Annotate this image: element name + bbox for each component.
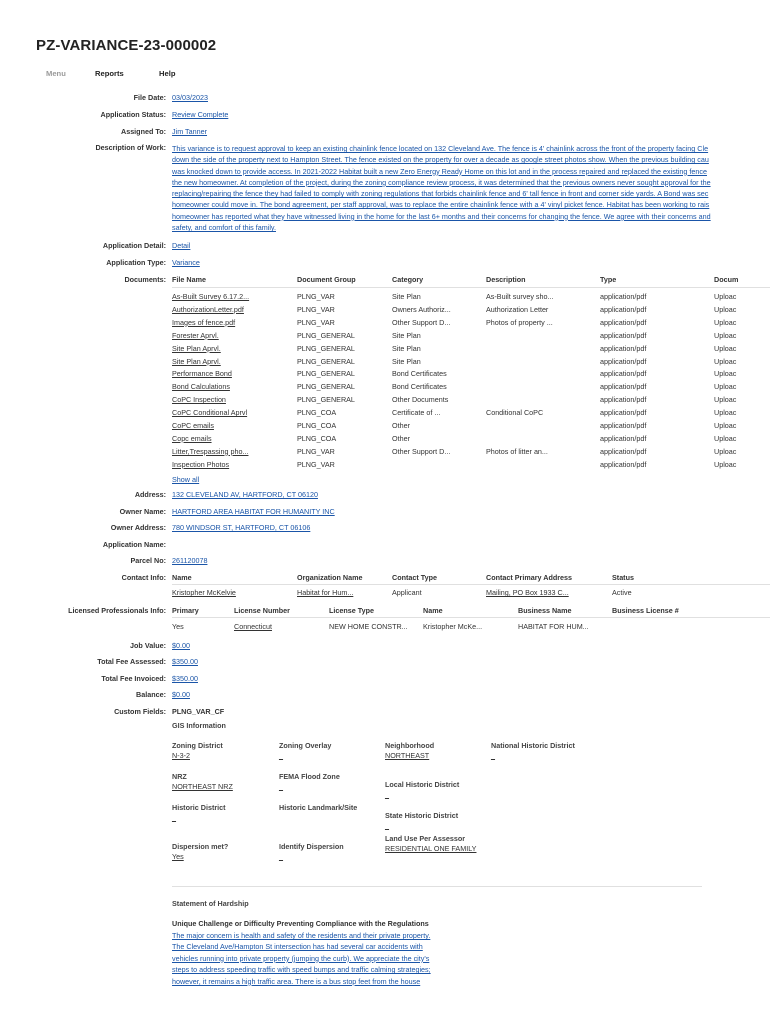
license-name: Kristopher McKe... bbox=[423, 622, 483, 631]
document-cell: Uploac bbox=[714, 433, 737, 443]
application-name-label: Application Name: bbox=[102, 540, 166, 549]
document-cell: As-Built survey sho... bbox=[486, 292, 554, 301]
document-file-link[interactable]: As-Built Survey 6.17.2... bbox=[172, 292, 250, 301]
state-historic-label: State Historic District bbox=[385, 811, 459, 820]
document-file-link[interactable]: Copc emails bbox=[172, 433, 212, 443]
licensed-label: Licensed Professionals Info: bbox=[68, 606, 166, 615]
document-cell: PLNG_VAR bbox=[297, 304, 335, 314]
documents-label: Documents: bbox=[124, 275, 166, 284]
hardship-line: The major concern is health and safety of the residents and their private property. bbox=[172, 931, 431, 940]
hardship-heading: Statement of Hardship bbox=[172, 899, 249, 908]
document-file-link[interactable]: Bond Calculations bbox=[172, 382, 230, 392]
parcel-label: Parcel No: bbox=[130, 556, 166, 565]
document-cell: Site Plan bbox=[392, 343, 421, 353]
status-label: Application Status: bbox=[100, 110, 166, 119]
document-cell: application/pdf bbox=[600, 395, 647, 405]
historic-landmark-label: Historic Landmark/Site bbox=[279, 803, 358, 812]
land-use-link[interactable]: RESIDENTIAL ONE FAMILY bbox=[385, 844, 477, 853]
national-historic-link[interactable]: _ bbox=[491, 751, 495, 760]
document-file-link[interactable]: Litter,Trespassing pho... bbox=[172, 446, 249, 456]
contact-type: Applicant bbox=[392, 588, 422, 597]
document-cell: Uploac bbox=[714, 304, 737, 314]
detail-link[interactable]: Detail bbox=[172, 241, 191, 250]
zoning-district-link[interactable]: N-3-2 bbox=[172, 751, 190, 760]
document-cell: Other Support D... bbox=[392, 317, 451, 327]
fee-assessed-label: Total Fee Assessed: bbox=[97, 657, 166, 666]
document-cell: Bond Certificates bbox=[392, 382, 447, 392]
nrz-label: NRZ bbox=[172, 772, 187, 781]
document-cell: Site Plan bbox=[392, 356, 421, 366]
document-cell: PLNG_GENERAL bbox=[297, 330, 355, 340]
assigned-link[interactable]: Jim Tanner bbox=[172, 127, 208, 136]
document-file-link[interactable]: Performance Bond bbox=[172, 369, 232, 379]
neighborhood-link[interactable]: NORTHEAST bbox=[385, 751, 430, 760]
document-cell: Uploac bbox=[714, 292, 737, 301]
document-file-link[interactable]: Forester Aprvl. bbox=[172, 330, 219, 340]
document-cell: PLNG_GENERAL bbox=[297, 356, 355, 366]
license-col-number[interactable]: License Number bbox=[234, 606, 290, 615]
hardship-line: The Cleveland Ave/Hampton St intersection has had several car accidents with bbox=[172, 942, 423, 952]
document-cell: application/pdf bbox=[600, 446, 647, 456]
document-cell: PLNG_GENERAL bbox=[297, 382, 355, 392]
license-col-primary[interactable]: Primary bbox=[172, 606, 199, 615]
type-link[interactable]: Variance bbox=[172, 258, 200, 267]
identify-dispersion-link[interactable]: _ bbox=[279, 852, 283, 861]
hardship-line: however, it remains a high traffic area. There is a bus stop feet from the house bbox=[172, 976, 421, 986]
status-link[interactable]: Review Complete bbox=[172, 110, 229, 119]
document-cell: Uploac bbox=[714, 382, 737, 392]
contact-col-address[interactable]: Contact Primary Address bbox=[486, 573, 573, 582]
fee-invoiced-label: Total Fee Invoiced: bbox=[101, 674, 166, 683]
document-cell: PLNG_COA bbox=[297, 433, 337, 443]
owner-name-link[interactable]: HARTFORD AREA HABITAT FOR HUMANITY INC bbox=[172, 507, 335, 516]
document-file-link[interactable]: Images of fence.pdf bbox=[172, 317, 236, 327]
zoning-overlay-link[interactable]: _ bbox=[279, 751, 283, 760]
land-use-label: Land Use Per Assessor bbox=[385, 834, 466, 843]
detail-label: Application Detail: bbox=[102, 241, 166, 250]
document-cell: PLNG_VAR bbox=[297, 459, 335, 469]
document-cell: PLNG_COA bbox=[297, 421, 337, 430]
local-historic-label: Local Historic District bbox=[385, 780, 460, 789]
document-cell: Uploac bbox=[714, 343, 737, 353]
address-label: Address: bbox=[134, 490, 166, 499]
balance-link[interactable]: $0.00 bbox=[172, 690, 190, 699]
historic-district-label: Historic District bbox=[172, 803, 226, 812]
historic-district-link[interactable]: _ bbox=[172, 813, 176, 822]
document-cell: application/pdf bbox=[600, 421, 647, 430]
type-label: Application Type: bbox=[106, 258, 166, 267]
document-file-link[interactable]: Site Plan Aprvl. bbox=[172, 356, 221, 366]
custom-fields-value: PLNG_VAR_CF bbox=[172, 707, 225, 716]
hardship-subheading: Unique Challenge or Difficulty Preventing Compliance with the Regulations bbox=[172, 919, 429, 928]
document-file-link[interactable]: Inspection Photos bbox=[172, 459, 230, 469]
description-line: homeowner could move in. The bond agreement, per staff approval, was to replace the entire chainlink fence with a 4' vinyl picket fence. Habitat has been working to rais bbox=[172, 200, 710, 210]
documents-divider bbox=[172, 287, 770, 288]
col-document-group[interactable]: Document Group bbox=[297, 275, 356, 284]
custom-fields-label: Custom Fields: bbox=[114, 707, 166, 716]
col-file-name[interactable]: File Name bbox=[172, 275, 206, 284]
description-line: This variance is to request approval to keep an existing chainlink fence located on 132 Cleveland Ave. The fence is 4' chainlink across the front of the property facing Cle bbox=[172, 144, 709, 153]
page-title: PZ-VARIANCE-23-000002 bbox=[36, 37, 217, 54]
col-type[interactable]: Type bbox=[600, 275, 617, 284]
description-line: the new homeowner. At completion of the project, during the zoning compliance review process, it was determined that the previous owners never sought approval for the bbox=[172, 177, 711, 187]
document-cell: Certificate of ... bbox=[392, 408, 441, 418]
document-cell: application/pdf bbox=[600, 369, 647, 379]
document-cell: Uploac bbox=[714, 356, 737, 366]
contact-org-link[interactable]: Habitat for Hum... bbox=[297, 588, 354, 597]
contact-label: Contact Info: bbox=[121, 573, 166, 582]
file-date-link[interactable]: 03/03/2023 bbox=[172, 93, 208, 102]
zoning-overlay-label: Zoning Overlay bbox=[279, 741, 332, 750]
top-menu bbox=[0, 69, 770, 81]
license-primary: Yes bbox=[172, 622, 184, 631]
neighborhood-label: Neighborhood bbox=[385, 741, 435, 750]
license-col-name[interactable]: Name bbox=[423, 606, 443, 615]
document-cell: PLNG_GENERAL bbox=[297, 395, 355, 405]
owner-address-label: Owner Address: bbox=[110, 523, 166, 532]
fema-link[interactable]: _ bbox=[279, 782, 283, 791]
document-cell: Uploac bbox=[714, 446, 737, 456]
contact-col-org[interactable]: Organization Name bbox=[297, 573, 363, 582]
document-cell: application/pdf bbox=[600, 292, 647, 301]
description-label: Description of Work: bbox=[95, 143, 166, 152]
col-document-status[interactable]: Docum bbox=[714, 275, 739, 284]
document-cell: Other Documents bbox=[392, 395, 449, 405]
contact-col-status[interactable]: Status bbox=[612, 573, 634, 582]
license-type: NEW HOME CONSTR... bbox=[329, 622, 408, 631]
identify-dispersion-label: Identify Dispersion bbox=[279, 842, 344, 851]
assigned-label: Assigned To: bbox=[121, 127, 166, 136]
job-value-label: Job Value: bbox=[130, 641, 166, 650]
document-cell: Owners Authoriz... bbox=[392, 304, 451, 314]
show-all-link[interactable]: Show all bbox=[172, 475, 200, 484]
balance-label: Balance: bbox=[136, 690, 166, 699]
col-description[interactable]: Description bbox=[486, 275, 526, 284]
contact-status: Active bbox=[612, 588, 632, 597]
document-cell: PLNG_GENERAL bbox=[297, 343, 355, 353]
state-historic-link[interactable]: _ bbox=[385, 821, 389, 830]
document-cell: Uploac bbox=[714, 421, 737, 430]
document-cell: Photos of litter an... bbox=[486, 446, 548, 456]
zoning-district-label: Zoning District bbox=[172, 741, 223, 750]
fee-invoiced-link[interactable]: $350.00 bbox=[172, 674, 198, 683]
license-col-business[interactable]: Business Name bbox=[518, 606, 572, 615]
document-cell: Other Support D... bbox=[392, 446, 451, 456]
nrz-link[interactable]: NORTHEAST NRZ bbox=[172, 782, 233, 791]
document-cell: application/pdf bbox=[600, 459, 647, 469]
hardship-line: vehicles running into private property (jumping the curb). We appreciate the city's bbox=[172, 953, 430, 963]
menu-item-menu[interactable]: Menu bbox=[46, 69, 66, 78]
description-line: was knocked down to provide access. In 2021-2022 Habitat built a new Zero Energy Ready Home on this lot and in the process repaired and replaced the existing fence bbox=[172, 166, 707, 176]
document-cell: application/pdf bbox=[600, 330, 647, 340]
document-cell: Uploac bbox=[714, 459, 737, 469]
document-file-link[interactable]: CoPC emails bbox=[172, 421, 214, 430]
license-business: HABITAT FOR HUM... bbox=[518, 622, 589, 631]
gis-heading: GIS Information bbox=[172, 721, 226, 730]
national-historic-label: National Historic District bbox=[491, 741, 575, 750]
document-file-link[interactable]: CoPC Inspection bbox=[172, 395, 226, 405]
contact-col-type[interactable]: Contact Type bbox=[392, 573, 437, 582]
contact-name-link[interactable]: Kristopher McKelvie bbox=[172, 588, 236, 597]
document-cell: application/pdf bbox=[600, 433, 647, 443]
document-cell: application/pdf bbox=[600, 343, 647, 353]
fema-label: FEMA Flood Zone bbox=[279, 772, 340, 781]
document-file-link[interactable]: AuthorizationLetter.pdf bbox=[172, 304, 244, 314]
document-cell: Other bbox=[392, 433, 410, 443]
hardship-divider bbox=[172, 886, 702, 887]
dispersion-met-label: Dispersion met? bbox=[172, 842, 229, 851]
document-cell: application/pdf bbox=[600, 317, 647, 327]
description-line: homeowner has reported what they have witnessed living in the home for the last 6+ months and their concerns for changing the fence. We agree with their concerns and bbox=[172, 211, 711, 221]
document-cell: application/pdf bbox=[600, 304, 647, 314]
document-cell: Site Plan bbox=[392, 330, 421, 340]
license-col-type[interactable]: License Type bbox=[329, 606, 375, 615]
description-line: safety, and comfort of this family. bbox=[172, 223, 276, 233]
local-historic-link[interactable]: _ bbox=[385, 790, 389, 799]
document-cell: PLNG_VAR bbox=[297, 292, 335, 301]
hardship-text[interactable] bbox=[172, 930, 472, 987]
description-line: down the side of the property next to Hampton Street. The fence existed on the property for over a decade as google street photos show. When the previous building cau bbox=[172, 155, 709, 165]
license-number-link[interactable]: Connecticut bbox=[234, 622, 272, 631]
job-value-link[interactable]: $0.00 bbox=[172, 641, 190, 650]
document-cell: Site Plan bbox=[392, 292, 421, 301]
menu-item-help[interactable]: Help bbox=[159, 69, 176, 78]
dispersion-met-link[interactable]: Yes bbox=[172, 852, 184, 861]
document-cell: Other bbox=[392, 421, 410, 430]
document-cell: Uploac bbox=[714, 330, 737, 340]
document-cell: Uploac bbox=[714, 395, 737, 405]
contact-address-link[interactable]: Mailing, PO Box 1933 C... bbox=[486, 588, 569, 597]
document-cell: PLNG_VAR bbox=[297, 317, 335, 327]
document-cell: application/pdf bbox=[600, 408, 647, 418]
fee-assessed-link[interactable]: $350.00 bbox=[172, 657, 198, 666]
document-cell: Conditional CoPC bbox=[486, 408, 544, 418]
menu-item-reports[interactable]: Reports bbox=[95, 69, 124, 78]
description-line: replacing/repairing the fence they had failed to comply with zoning regulations that forbids chainlink fence and 6' tall fence in front and corner side yards. A Bond was sec bbox=[172, 189, 709, 199]
document-cell: Bond Certificates bbox=[392, 369, 447, 379]
file-date-label: File Date: bbox=[133, 93, 166, 102]
description-text[interactable] bbox=[172, 143, 770, 233]
licensed-divider bbox=[172, 617, 770, 618]
col-category[interactable]: Category bbox=[392, 275, 424, 284]
document-cell: Uploac bbox=[714, 408, 737, 418]
document-cell: PLNG_GENERAL bbox=[297, 369, 355, 379]
document-file-link[interactable]: CoPC Conditional Aprvl bbox=[172, 408, 248, 418]
document-cell: application/pdf bbox=[600, 382, 647, 392]
contact-col-name[interactable]: Name bbox=[172, 573, 192, 582]
owner-address-link[interactable]: 780 WINDSOR ST, HARTFORD, CT 06106 bbox=[172, 523, 311, 532]
document-cell: application/pdf bbox=[600, 356, 647, 366]
document-cell: Photos of property ... bbox=[486, 317, 553, 327]
document-file-link[interactable]: Site Plan Aprvl. bbox=[172, 343, 221, 353]
owner-name-label: Owner Name: bbox=[119, 507, 166, 516]
document-cell: PLNG_VAR bbox=[297, 446, 335, 456]
document-cell: Uploac bbox=[714, 369, 737, 379]
parcel-link[interactable]: 261120078 bbox=[172, 556, 208, 565]
address-link[interactable]: 132 CLEVELAND AV, HARTFORD, CT 06120 bbox=[172, 490, 318, 499]
hardship-line: steps to address speeding traffic with speed bumps and traffic calming strategies; bbox=[172, 965, 431, 975]
contacts-divider bbox=[172, 584, 770, 585]
document-cell: PLNG_COA bbox=[297, 408, 337, 418]
license-col-business-number[interactable]: Business License # bbox=[612, 606, 679, 615]
document-cell: Authorization Letter bbox=[486, 304, 549, 314]
document-cell: Uploac bbox=[714, 317, 737, 327]
